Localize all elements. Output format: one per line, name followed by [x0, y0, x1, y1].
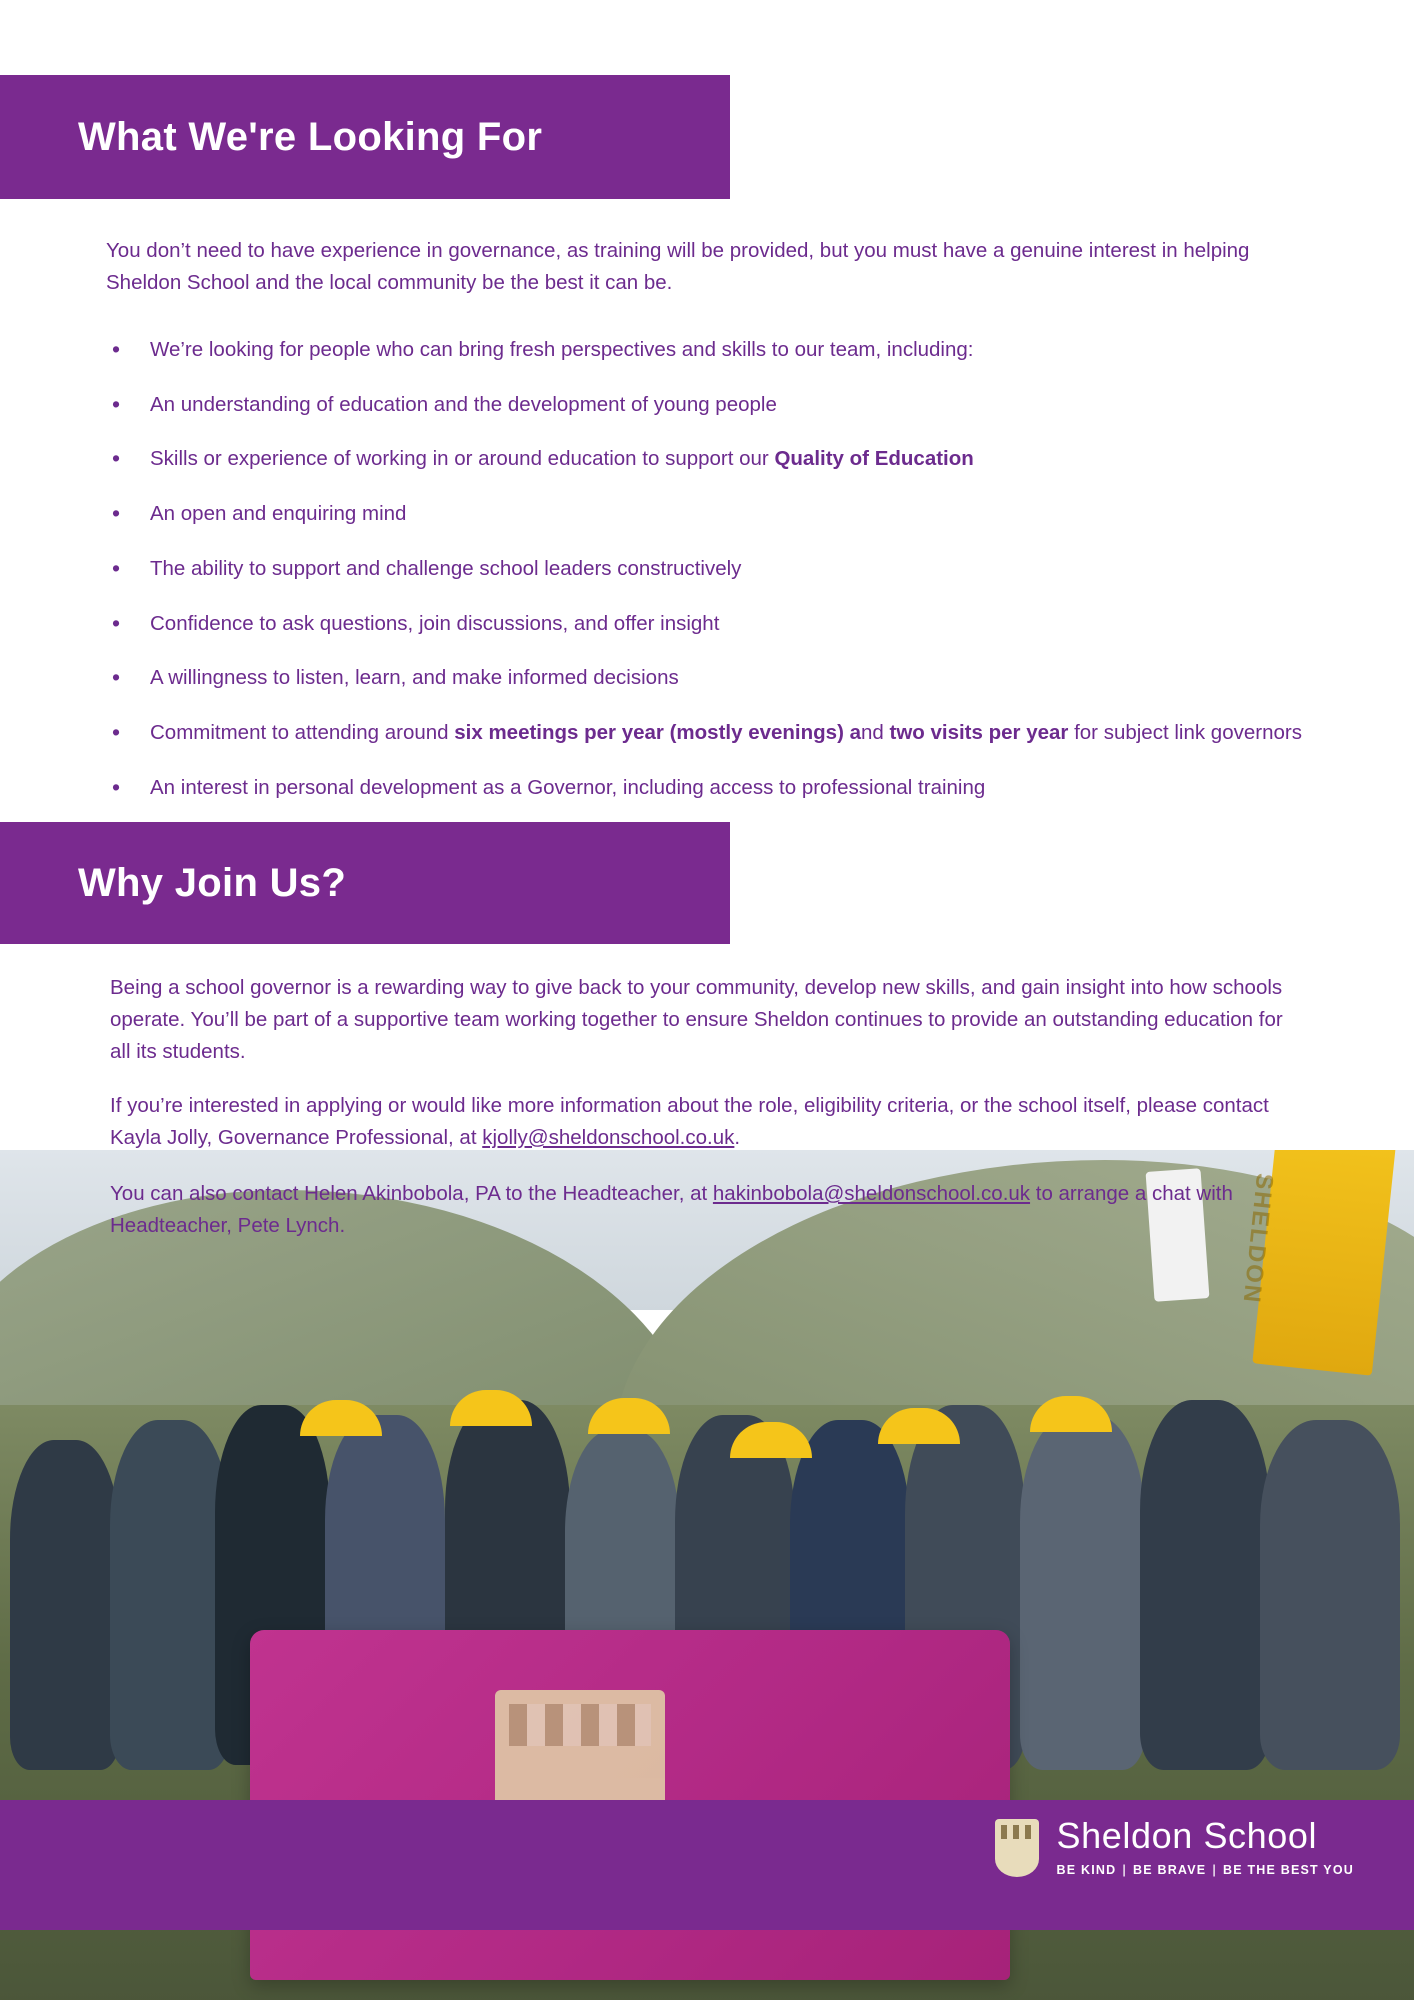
why-paragraph-2-pre: If you’re interested in applying or would like more information about the role, eligibility criteria, or the school itself, please contact Kayla Jolly, Governance Professional, at	[110, 1094, 1269, 1149]
tagline-be-kind: BE KIND	[1056, 1863, 1117, 1877]
photo-crowd	[0, 1360, 1414, 1780]
school-name: Sheldon School	[1056, 1815, 1318, 1856]
section-title-why-join-us: Why Join Us?	[78, 861, 347, 905]
bullet-item: • An interest in personal development as a Governor, including access to professional training	[106, 773, 1311, 803]
bullet-item-quality-of-education	[106, 444, 1311, 474]
why-join-paragraph-3	[110, 1178, 1290, 1242]
bullet-text-bold: Quality of Education	[774, 447, 974, 471]
photo-crest-checker	[509, 1704, 651, 1746]
tagline-separator: |	[1212, 1863, 1218, 1877]
tagline-be-the-best-you: BE THE BEST YOU	[1223, 1863, 1354, 1877]
bullet-item-commitment	[106, 718, 1311, 748]
logo-text-block	[1056, 1815, 1354, 1877]
email-link-hakinbobola[interactable]: hakinbobola@sheldonschool.co.uk	[712, 1182, 1031, 1205]
why-join-paragraph-2	[110, 1090, 1290, 1154]
why-paragraph-2-post: .	[734, 1125, 741, 1149]
tagline-be-brave: BE BRAVE	[1133, 1863, 1207, 1877]
school-tagline	[1057, 1863, 1354, 1877]
tagline-separator: |	[1122, 1863, 1128, 1877]
email-link-kjolly[interactable]: kjolly@sheldonschool.co.uk	[482, 1125, 735, 1149]
why-join-paragraph-1: Being a school governor is a rewarding way to give back to your community, develop new skills, and gain insight into how schools operate. You’ll be part of a supportive team working together to ensure Sheldon continues to provide an outstanding education for all its students.	[110, 976, 1283, 1063]
bullet-item: • We’re looking for people who can bring fresh perspectives and skills to our team, including:	[106, 335, 1311, 365]
bullet-text-mid: nd	[861, 721, 890, 745]
bullet-text-pre: Commitment to attending around	[150, 721, 455, 745]
school-logo	[995, 1815, 1354, 1877]
bullet-text-bold-meetings: six meetings per year (mostly evenings) a	[454, 721, 861, 745]
shield-icon	[995, 1819, 1039, 1877]
bullet-item: • An open and enquiring mind	[106, 499, 1311, 529]
why-paragraph-3-pre: You can also contact Helen Akinbobola, PA to the Headteacher, at	[110, 1182, 713, 1205]
bullet-item: • The ability to support and challenge school leaders constructively	[106, 554, 1311, 584]
bullet-text-pre: Skills or experience of working in or around education to support our	[150, 447, 775, 471]
bullet-text-post: for subject link governors	[1068, 721, 1302, 745]
bullet-item: • A willingness to listen, learn, and make informed decisions	[106, 663, 1311, 693]
bullet-item: • An understanding of education and the development of young people	[106, 390, 1311, 420]
section-title-looking-for: What We're Looking For	[78, 115, 543, 159]
bullet-item: • Confidence to ask questions, join discussions, and offer insight	[106, 609, 1311, 639]
why-paragraph-3-post: to arrange a chat with Headteacher, Pete Lynch.	[110, 1182, 1233, 1237]
section-banner-why-join-us	[0, 822, 730, 944]
photo-flag-label: SHELDON	[1237, 1171, 1279, 1306]
section-banner-what-were-looking-for	[0, 75, 730, 199]
bullet-text-bold-visits: two visits per year	[889, 721, 1069, 745]
looking-for-bullet-list	[106, 335, 1311, 827]
looking-for-intro-paragraph: You don’t need to have experience in governance, as training will be provided, but you must have a genuine interest in helping Sheldon School and the local community be the best it can be.	[106, 239, 1250, 294]
